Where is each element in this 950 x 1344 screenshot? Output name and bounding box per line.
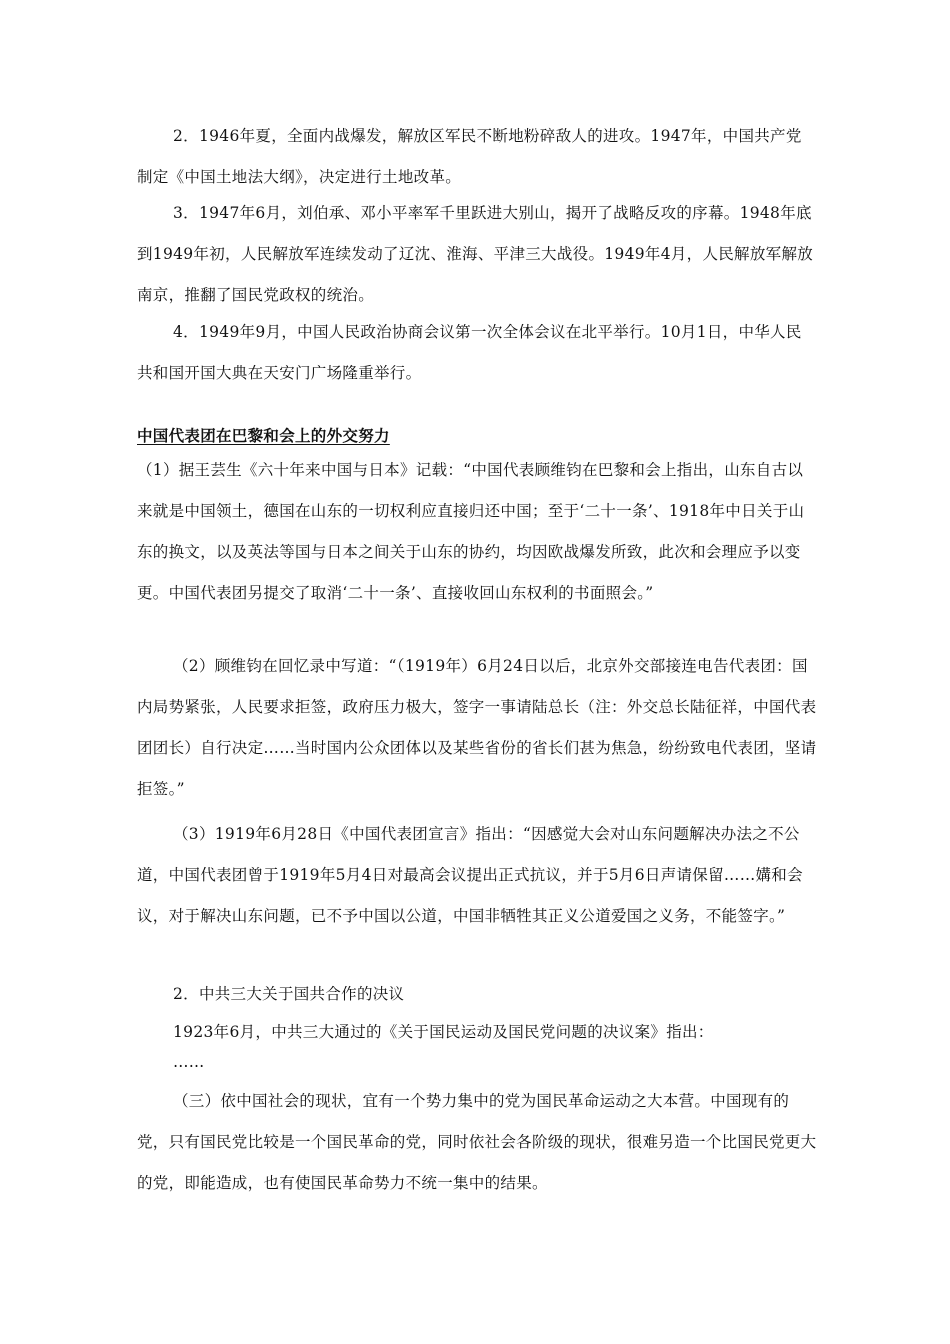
section-heading: 中国代表团在巴黎和会上的外交努力 — [137, 426, 390, 445]
resolution-item-3: （三）依中国社会的现状，宜有一个势力集中的党为国民革命运动之大本营。中国现有的党，只有国民党比较是一个国民革命的党，同时依社会各阶级的现状，很难另造一个比国民党更大的党，即能造成，也有使国民革命势力不统一集中的结果。 — [137, 1092, 817, 1192]
paragraph-2: 2．1946年夏，全面内战爆发，解放区军民不断地粉碎敌人的进攻。1947年，中国共产党制定《中国土地法大纲》，决定进行土地改革。 — [137, 127, 802, 186]
ellipsis: …… — [173, 1053, 205, 1071]
section-2-title: 2．中共三大关于国共合作的决议 — [173, 985, 405, 1003]
paragraph-3: 3．1947年6月，刘伯承、邓小平率军千里跃进大别山，揭开了战略反攻的序幕。1948年底到1949年初，人民解放军连续发动了辽沈、淮海、平津三大战役。1949年4月，人民解放军解放南京，推翻了国民党政权的统治。 — [137, 204, 814, 304]
section-2-intro: 1923年6月，中共三大通过的《关于国民运动及国民党问题的决议案》指出： — [173, 1023, 714, 1041]
quote-3: （3）1919年6月28日《中国代表团宣言》指出：“因感觉大会对山东问题解决办法之不公道，中国代表团曾于1919年5月4日对最高会议提出正式抗议，并于5月6日声请保留……媾和会议，对于解决山东问题，已不予中国以公道，中国非牺牲其正义公道爱国之义务，不能签字。” — [137, 825, 803, 925]
paragraph-4: 4．1949年9月，中国人民政治协商会议第一次全体会议在北平举行。10月1日，中华人民共和国开国大典在天安门广场隆重举行。 — [137, 323, 802, 382]
quote-1: （1）据王芸生《六十年来中国与日本》记载：“中国代表顾维钧在巴黎和会上指出，山东自古以来就是中国领土，德国在山东的一切权利应直接归还中国；至于‘二十一条’、1918年中日关于山东的换文，以及英法等国与日本之间关于山东的协约，均因欧战爆发所致，此次和会理应予以变更。中国代表团另提交了取消‘二十一条’、直接收回山东权利的书面照会。” — [137, 461, 805, 602]
quote-2: （2）顾维钧在回忆录中写道：“（1919年）6月24日以后，北京外交部接连电告代表团：国内局势紧张，人民要求拒签，政府压力极大，签字一事请陆总长（注：外交总长陆征祥，中国代表团团长）自行决定……当时国内公众团体以及某些省份的省长们甚为焦急，纷纷致电代表团，坚请拒签。” — [137, 657, 817, 798]
